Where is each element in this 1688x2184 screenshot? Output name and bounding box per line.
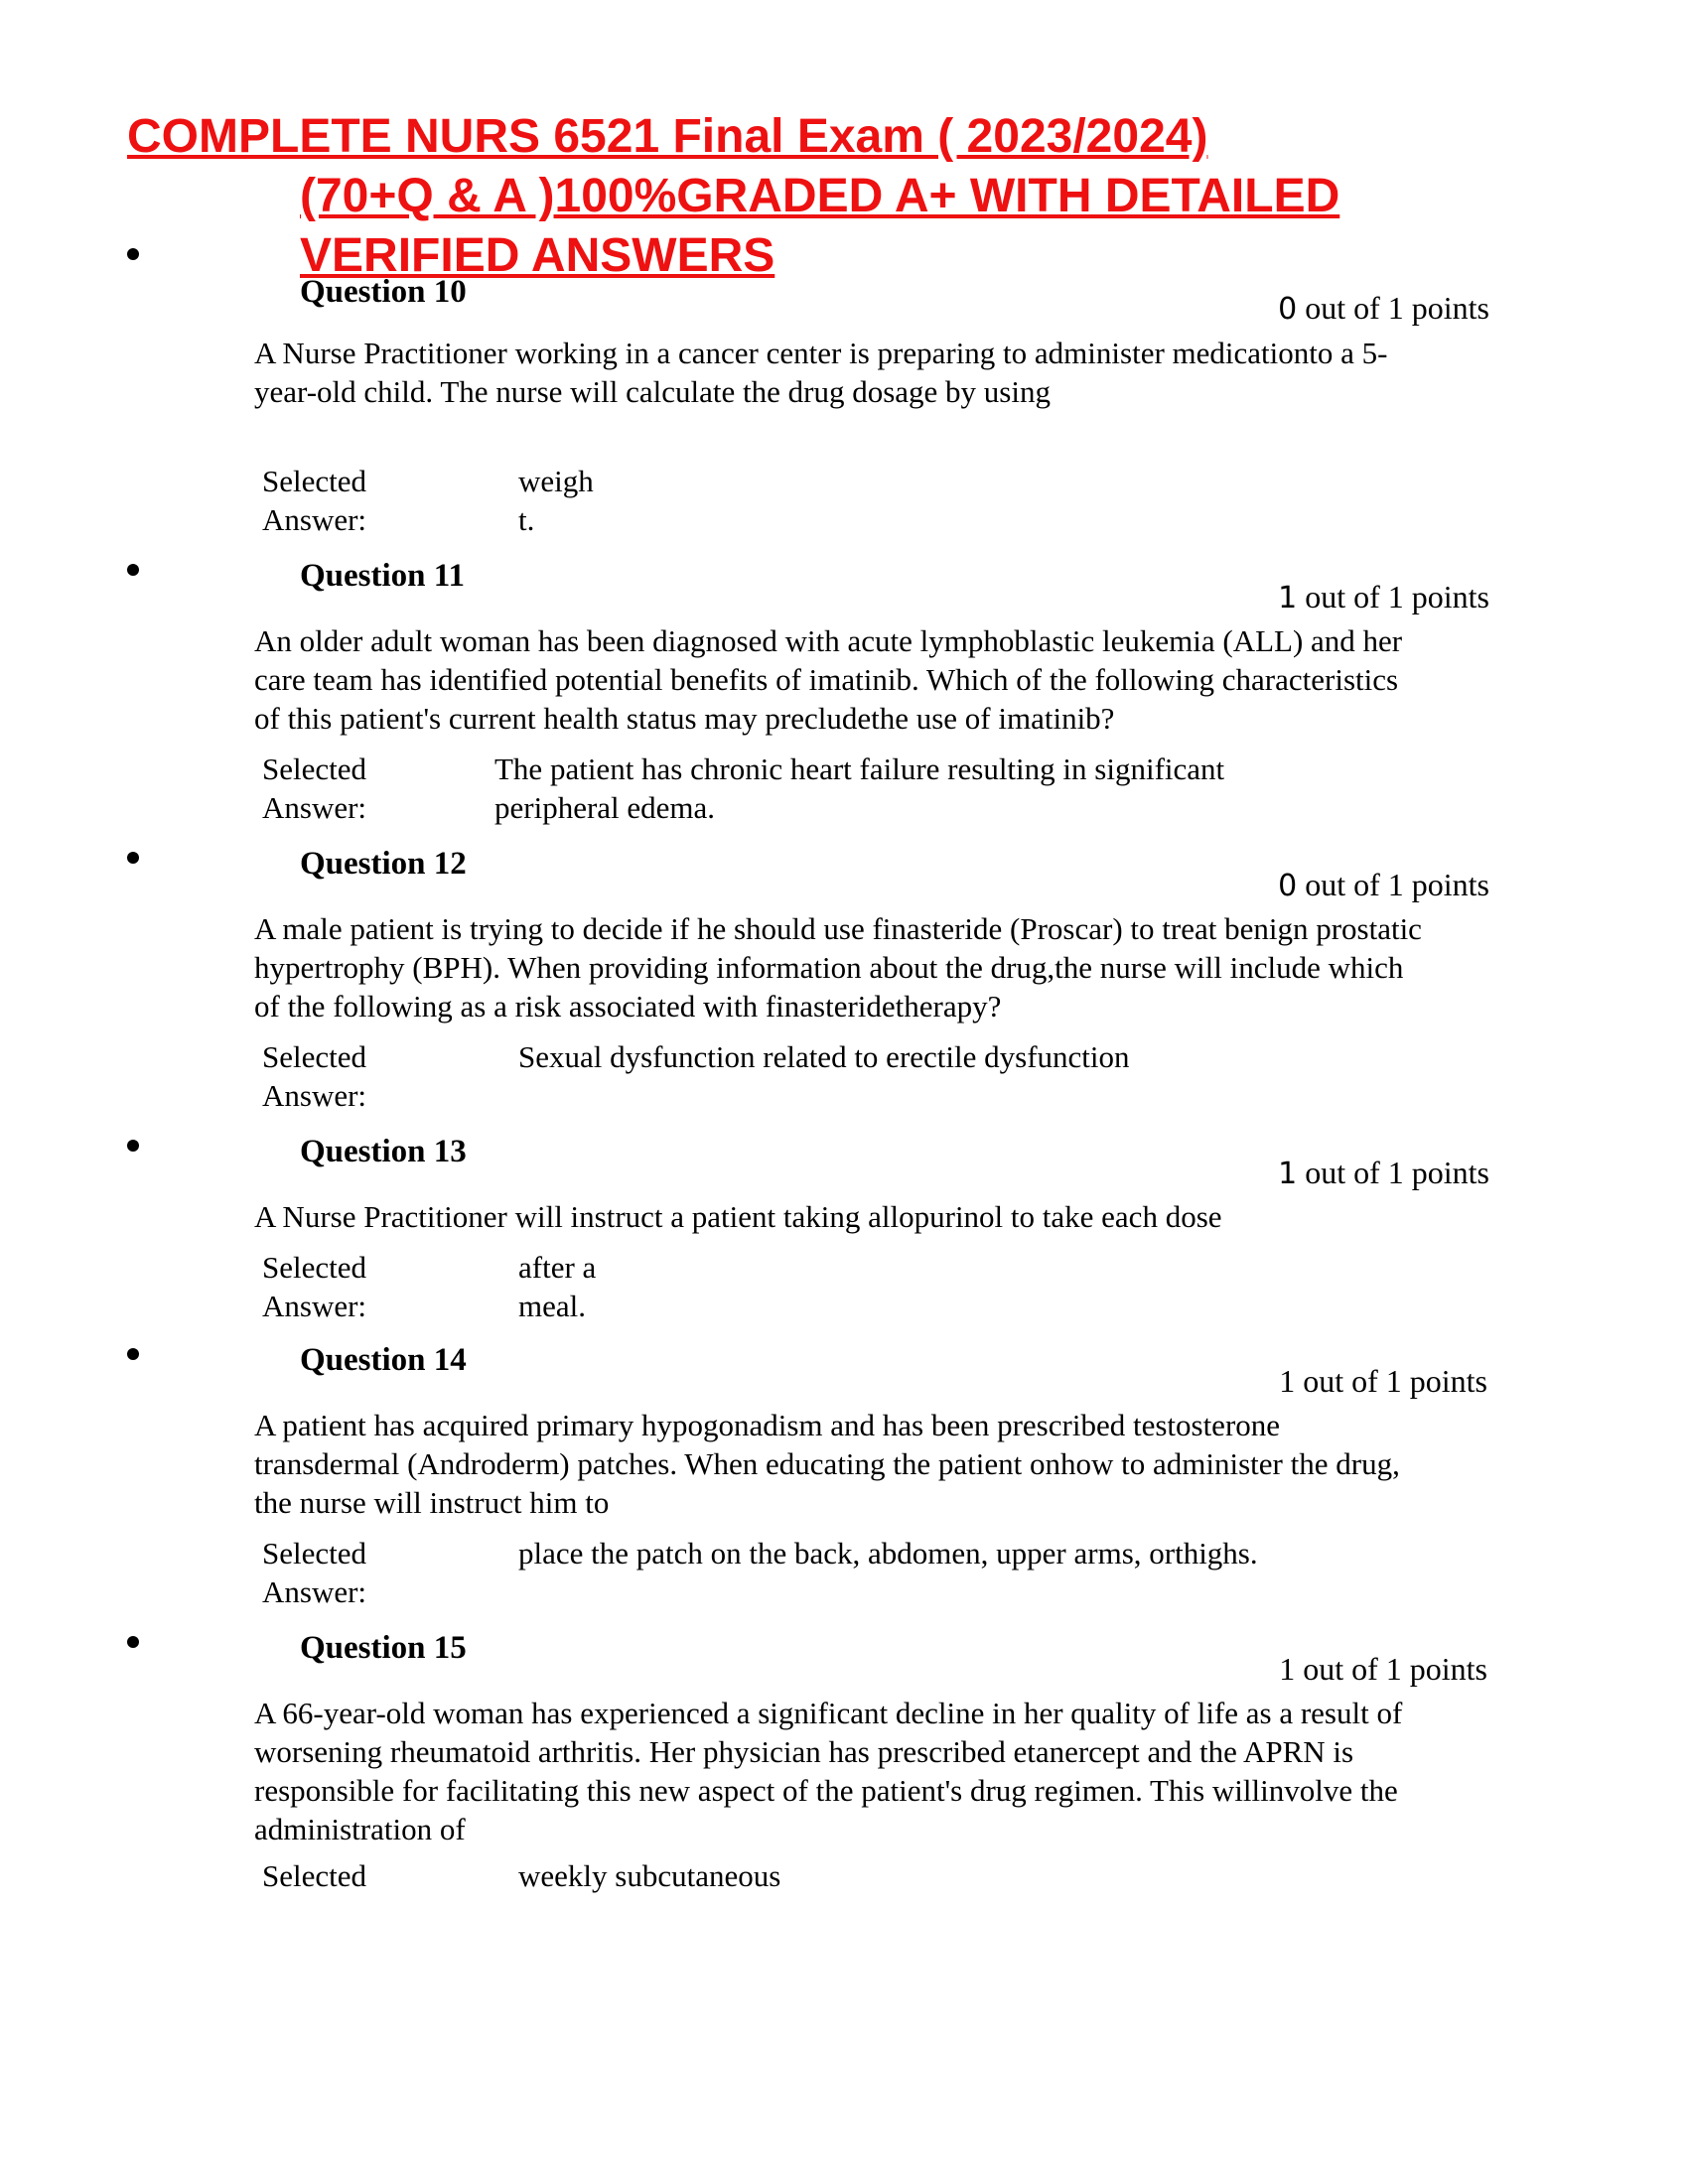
selected-answer-label (262, 1037, 461, 1115)
selected-answer-text (518, 1534, 1258, 1572)
question-text: A patient has acquired primary hypogonadism and has been prescribed testosterone transdermal (Androderm) patches. When educating the patient onhow to administer the drug, the nurse will instruct him to (254, 1408, 1400, 1520)
answer-line-2: peripheral edema. (494, 790, 716, 825)
question-title: Question 14 (300, 1342, 467, 1378)
score-value: 0 (1278, 292, 1298, 327)
answer-line-2: t. (518, 502, 535, 537)
selected-answer-text (494, 750, 1224, 827)
score-suffix: out of 1 points (1297, 579, 1489, 614)
question-text: A male patient is trying to decide if he should use finasteride (Proscar) to treat benign prostatic hypertrophy (BPH). When providing information about the drug,the nurse will include which of the following as a risk associated with finasteridetherapy? (254, 911, 1422, 1024)
question-title: Question 15 (300, 1630, 467, 1666)
selected-answer-text (518, 1248, 596, 1325)
score-suffix: out of 1 points (1297, 290, 1489, 326)
answer-line-1: weekly subcutaneous (518, 1858, 781, 1893)
question-text: A Nurse Practitioner working in a cancer center is preparing to administer medicationto a 5-year-old child. The nurse will calculate the drug dosage by using (254, 336, 1388, 409)
score-suffix: out of 1 points (1297, 1155, 1489, 1190)
question-score (1279, 1363, 1487, 1400)
question-score (1278, 579, 1489, 615)
document-title-line-2: (70+Q & A )100%GRADED A+ WITH DETAILED (300, 170, 1340, 222)
selected-label: Selected (262, 1039, 367, 1074)
score-suffix: 1 out of 1 points (1279, 1651, 1487, 1687)
question-title: Question 11 (300, 558, 465, 594)
answer-line-1: The patient has chronic heart failure resulting in significant (494, 751, 1225, 786)
answer-line-2: meal. (518, 1289, 586, 1323)
selected-answer-text (518, 462, 594, 539)
answer-line-1: Sexual dysfunction related to erectile dysfunction (518, 1039, 1130, 1074)
selected-label: Selected (262, 464, 367, 498)
answer-line-1: weigh (518, 464, 594, 498)
bullet-icon (127, 852, 139, 864)
selected-label: Selected (262, 1250, 367, 1285)
document-title-line-1: COMPLETE NURS 6521 Final Exam ( 2023/2024) (127, 110, 1208, 163)
document-title-line-3: VERIFIED ANSWERS (300, 229, 775, 282)
selected-answer-label (262, 750, 461, 827)
score-value: 0 (1278, 869, 1298, 903)
answer-label: Answer: (262, 1078, 367, 1113)
bullet-icon (127, 248, 139, 260)
question-title: Question 12 (300, 846, 467, 882)
question-text: A Nurse Practitioner will instruct a patient taking allopurinol to take each dose (254, 1199, 1222, 1234)
selected-label: Selected (262, 1858, 367, 1893)
answer-line-1: after a (518, 1250, 597, 1285)
selected-answer-label (262, 1248, 461, 1325)
bullet-icon (127, 1636, 139, 1648)
question-title: Question 13 (300, 1134, 467, 1169)
selected-answer-label (262, 1856, 461, 1895)
score-value: 1 (1278, 1157, 1298, 1191)
selected-answer-text (518, 1037, 1130, 1076)
question-score (1279, 1651, 1487, 1688)
selected-answer-label (262, 1534, 461, 1611)
question-text: An older adult woman has been diagnosed with acute lymphoblastic leukemia (ALL) and her care team has identified potential benefits of imatinib. Which of the following characteristics of this patient's current health status may precludethe use of imatinib? (254, 623, 1403, 736)
answer-line-1: place the patch on the back, abdomen, upper arms, orthighs. (518, 1536, 1258, 1570)
question-score (1278, 290, 1489, 327)
bullet-icon (127, 1140, 139, 1152)
score-value: 1 (1278, 581, 1298, 615)
question-title: Question 10 (300, 274, 467, 310)
answer-label: Answer: (262, 502, 367, 537)
selected-answer-label (262, 462, 461, 539)
selected-label: Selected (262, 751, 367, 786)
answer-label: Answer: (262, 790, 367, 825)
question-score (1278, 867, 1489, 903)
selected-answer-text (518, 1856, 780, 1895)
answer-label: Answer: (262, 1574, 367, 1609)
answer-label: Answer: (262, 1289, 367, 1323)
question-score (1278, 1155, 1489, 1191)
selected-label: Selected (262, 1536, 367, 1570)
score-suffix: out of 1 points (1297, 867, 1489, 902)
question-text: A 66-year-old woman has experienced a significant decline in her quality of life as a result of worsening rheumatoid arthritis. Her physician has prescribed etanercept and the APRN is responsible for facilitating this new aspect of the patient's drug regimen. This willinvolve the administration of (254, 1696, 1403, 1846)
bullet-icon (127, 1348, 139, 1360)
bullet-icon (127, 564, 139, 576)
score-suffix: 1 out of 1 points (1279, 1363, 1487, 1399)
